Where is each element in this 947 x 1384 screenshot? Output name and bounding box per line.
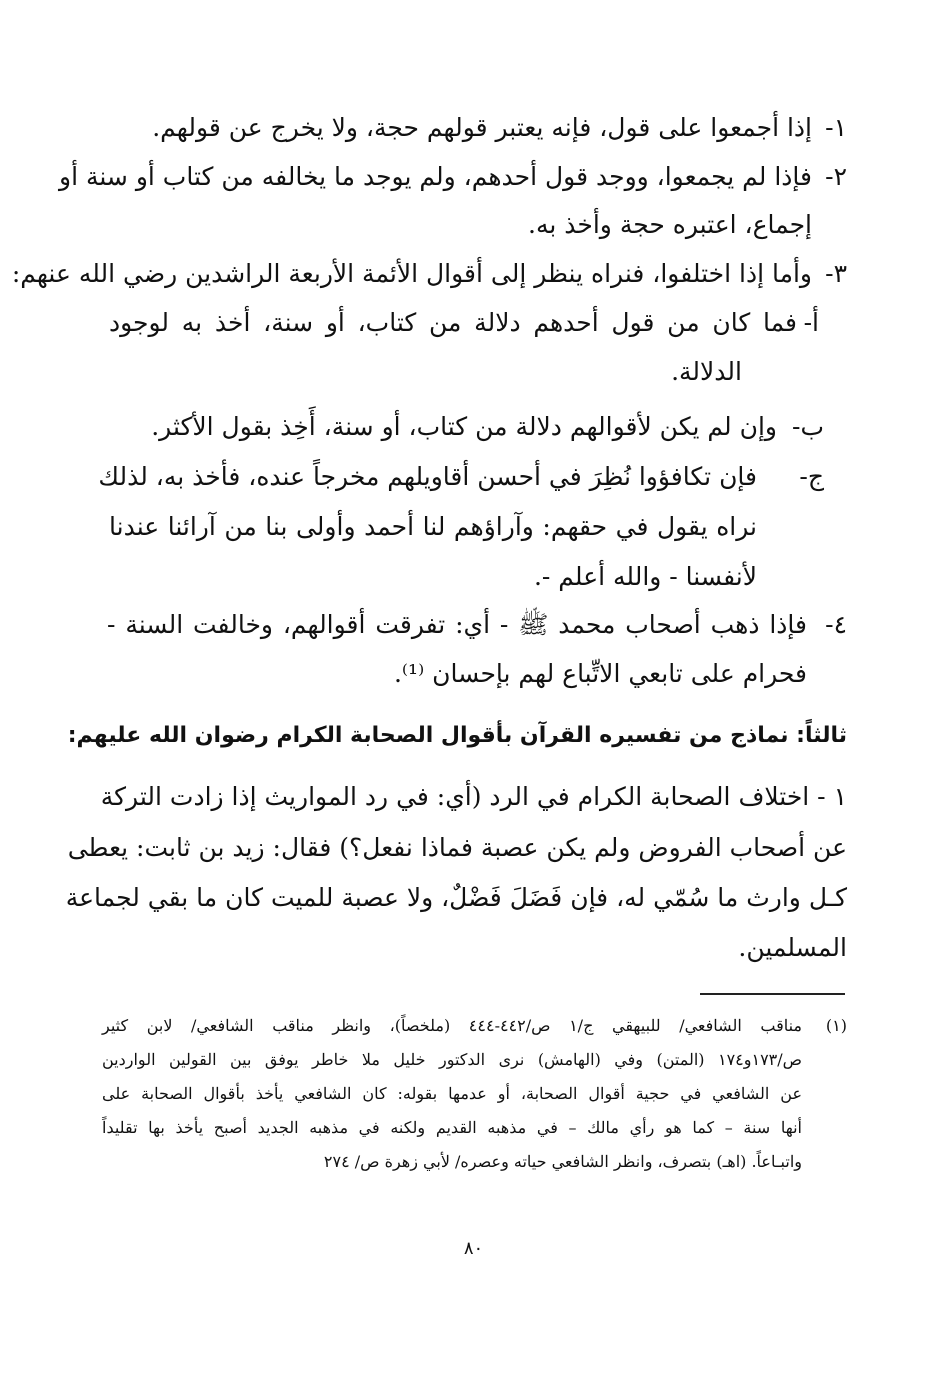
- body-line: المسلمين.: [738, 933, 847, 962]
- footnote-line: عن الشافعي في حجية أقوال الصحابة، أو عدمها بقوله: كان الشافعي يأخذ بأقوال الصحابة على: [102, 1084, 802, 1103]
- footnote-marker: (١): [825, 1016, 847, 1035]
- subitem-text: فإن تكافؤوا نُظِرَ في أحسن أقاويلهم مخرجاً عنده، فأخذ به، لذلك: [98, 462, 757, 491]
- footnote-line: ص/١٧٣و١٧٤ (المتن) وفي (الهامش) نرى الدكتور خليل ملا خاطر يوفق بين القولين الواردين: [102, 1050, 802, 1069]
- body-line: ١ - اختلاف الصحابة الكرام في الرد (أي: في رد المواريث إذا زادت التركة: [100, 782, 847, 811]
- subitem-label: ج-: [799, 462, 824, 491]
- subitem-text: الدلالة.: [671, 357, 742, 386]
- subitem-text: نراه يقول في حقهم: وآراؤهم لنا أحمد وأولى بنا من آرائنا عندنا: [109, 512, 757, 541]
- subitem-text: لأنفسنا - والله أعلم -.: [533, 562, 757, 591]
- item-number: ٢-: [825, 162, 847, 191]
- footnote-line: مناقب الشافعي/ للبيهقي ج/١ ص/٤٤٢-٤٤٤ (ملخصاً)، وانظر مناقب الشافعي/ لابن كثير: [102, 1016, 802, 1035]
- item-text: فحرام على تابعي الاتِّباع لهم بإحسان ⁽¹⁾.: [393, 659, 807, 688]
- footnote-line: أنها سنة – كما هو رأي مالك – في مذهبه القديم ولكنه في مذهبه الجديد أصبح يأخذ بها تقليداً: [102, 1118, 802, 1137]
- footnote-line: واتبـاعاً. (اهـ) بتصرف، وانظر الشافعي حياته وعصره/ لأبي زهرة ص/ ٢٧٤: [323, 1152, 802, 1171]
- subitem-text: وإن لم يكن لأقوالهم دلالة من كتاب، أو سنة، أَخِذ بقول الأكثر.: [151, 412, 777, 441]
- section-heading: ثالثاً: نماذج من تفسيره القرآن بأقوال الصحابة الكرام رضوان الله عليهم:: [67, 723, 847, 748]
- body-line: عن أصحاب الفروض ولم يكن عصبة فماذا نفعل؟) فقال: زيد بن ثابت: يعطى: [67, 833, 847, 862]
- item-text: فإذا ذهب أصحاب محمد ﷺ - أي: تفرقت أقوالهم، وخالفت السنة -: [107, 610, 807, 639]
- item-text: إذا أجمعوا على قول، فإنه يعتبر قولهم حجة، ولا يخرج عن قولهم.: [152, 113, 812, 142]
- item-text: فإذا لم يجمعوا، ووجد قول أحدهم، ولم يوجد ما يخالفه من كتاب أو سنة أو: [59, 162, 812, 191]
- subitem-label: أ-: [803, 308, 819, 337]
- item-number: ٤-: [825, 610, 847, 639]
- subitem-label: ب-: [792, 412, 824, 441]
- subitem-text: فما كان من قول أحدهم دلالة من كتاب، أو سنة، أخذ به لوجود: [109, 308, 797, 337]
- item-number: ١-: [825, 113, 847, 142]
- item-text: وأما إذا اختلفوا، فنراه ينظر إلى أقوال الأئمة الأربعة الراشدين رضي الله عنهم:: [11, 259, 812, 288]
- item-number: ٣-: [825, 259, 847, 288]
- item-text: إجماع، اعتبره حجة وأخذ به.: [528, 210, 812, 239]
- page-number: ٨٠: [463, 1238, 484, 1259]
- body-line: كـل وارث ما سُمّي له، فإن فَضَلَ فَضْلٌ، ولا عصبة للميت كان ما بقي لجماعة: [65, 883, 847, 912]
- footnote-separator: [700, 993, 845, 995]
